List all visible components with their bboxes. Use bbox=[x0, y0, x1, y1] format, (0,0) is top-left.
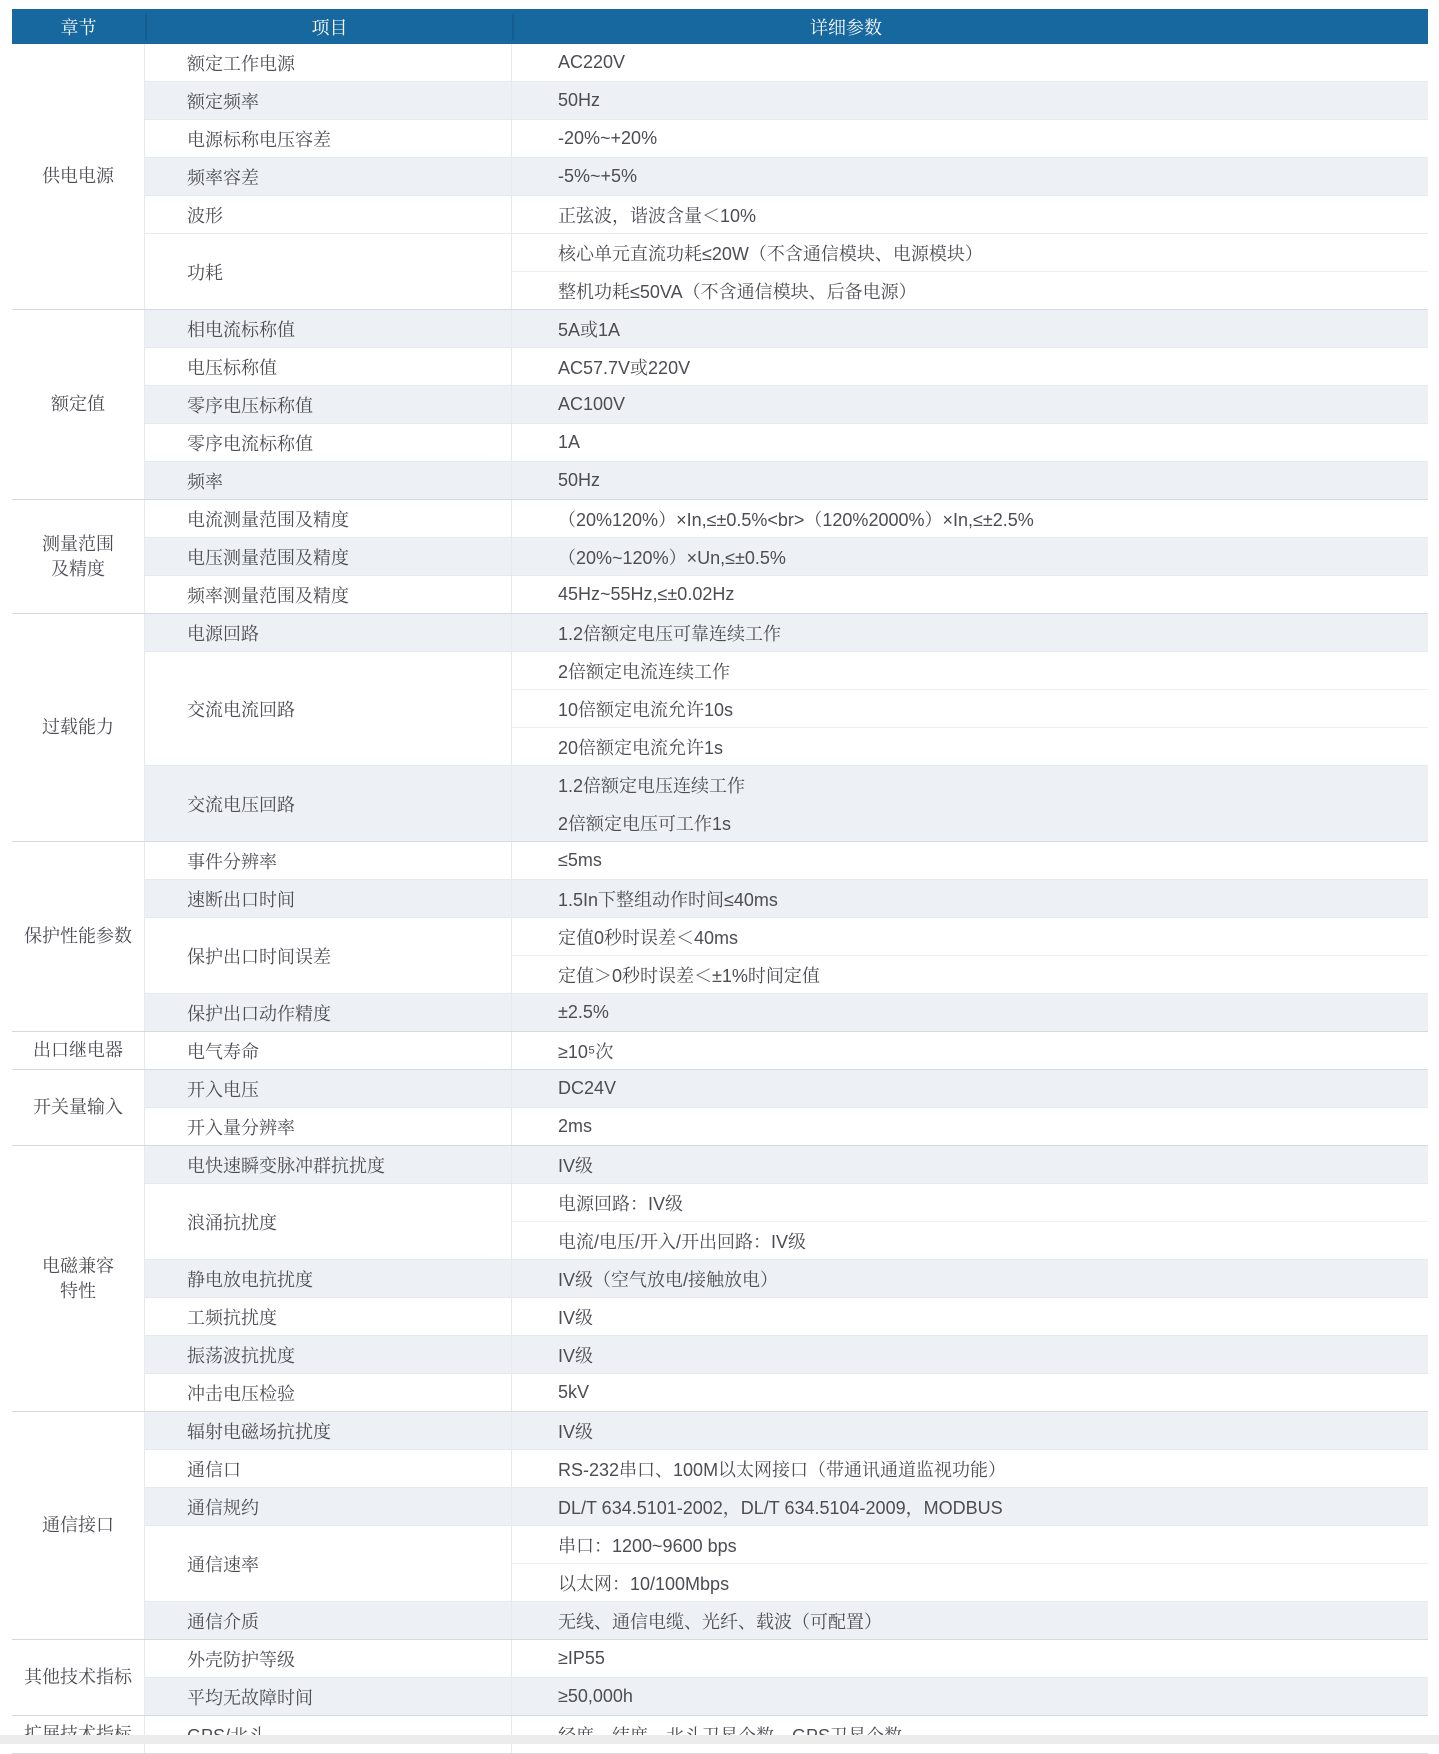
value-line: 5kV bbox=[512, 1374, 1428, 1411]
table-section bbox=[12, 841, 1428, 1031]
value-cell bbox=[512, 1184, 1428, 1259]
value-line: AC100V bbox=[512, 386, 1428, 423]
value-cell bbox=[512, 424, 1428, 461]
table-row bbox=[145, 1487, 1428, 1525]
section-label-line: 开关量输入 bbox=[33, 1095, 123, 1119]
item-cell: 振荡波抗扰度 bbox=[145, 1336, 512, 1373]
section-label-line: 扩展技术指标 bbox=[24, 1722, 132, 1746]
value-line: 1.2倍额定电压可靠连续工作 bbox=[512, 614, 1428, 651]
table-row bbox=[145, 1640, 1428, 1677]
table-row bbox=[145, 842, 1428, 879]
section-rows bbox=[145, 44, 1428, 309]
table-row bbox=[145, 1335, 1428, 1373]
value-cell bbox=[512, 44, 1428, 81]
value-cell bbox=[512, 310, 1428, 347]
value-line: 20倍额定电流允许1s bbox=[512, 727, 1428, 765]
table-row bbox=[145, 765, 1428, 841]
table-row bbox=[145, 537, 1428, 575]
section-label bbox=[12, 614, 145, 841]
table-row bbox=[145, 614, 1428, 651]
item-cell: 浪涌抗扰度 bbox=[145, 1184, 512, 1259]
page-bottom-edge bbox=[0, 1735, 1439, 1744]
table-section bbox=[12, 1145, 1428, 1411]
section-rows bbox=[145, 1146, 1428, 1411]
section-label-line: 供电电源 bbox=[42, 164, 114, 188]
table-header bbox=[12, 9, 1428, 44]
item-cell: 冲击电压检验 bbox=[145, 1374, 512, 1411]
table-row bbox=[145, 1146, 1428, 1183]
value-line: IV级 bbox=[512, 1412, 1428, 1449]
value-line: （20%120%）×In,≤±0.5%<br>（120%2000%）×In,≤±2.5% bbox=[512, 500, 1428, 537]
value-line: 定值0秒时误差＜40ms bbox=[512, 918, 1428, 955]
item-cell: 电流测量范围及精度 bbox=[145, 500, 512, 537]
value-line: -5%~+5% bbox=[512, 158, 1428, 195]
section-label bbox=[12, 1146, 145, 1411]
table-row bbox=[145, 575, 1428, 613]
item-cell: 电源标称电压容差 bbox=[145, 120, 512, 157]
section-label-line: 测量范围 bbox=[42, 532, 114, 556]
value-line: 定值＞0秒时误差＜±1%时间定值 bbox=[512, 955, 1428, 993]
item-cell: 频率测量范围及精度 bbox=[145, 576, 512, 613]
value-cell bbox=[512, 576, 1428, 613]
table-row bbox=[145, 385, 1428, 423]
table-row bbox=[145, 1525, 1428, 1601]
table-row bbox=[145, 1032, 1428, 1069]
value-line: 5A或1A bbox=[512, 310, 1428, 347]
table-row bbox=[145, 1107, 1428, 1145]
value-cell bbox=[512, 614, 1428, 651]
value-line: AC57.7V或220V bbox=[512, 348, 1428, 385]
section-label-line: 及精度 bbox=[51, 557, 105, 581]
value-line: IV级 bbox=[512, 1298, 1428, 1335]
section-label bbox=[12, 1032, 145, 1069]
section-rows bbox=[145, 1412, 1428, 1639]
column-header-item: 项目 bbox=[145, 14, 512, 40]
section-label-line: 额定值 bbox=[51, 392, 105, 416]
table-row bbox=[145, 119, 1428, 157]
section-label bbox=[12, 842, 145, 1031]
table-section bbox=[12, 1031, 1428, 1069]
value-line: 10倍额定电流允许10s bbox=[512, 689, 1428, 727]
section-label bbox=[12, 1070, 145, 1145]
section-rows bbox=[145, 614, 1428, 841]
table-section bbox=[12, 309, 1428, 499]
item-cell: 保护出口时间误差 bbox=[145, 918, 512, 993]
table-section bbox=[12, 499, 1428, 613]
value-cell bbox=[512, 196, 1428, 233]
section-rows bbox=[145, 842, 1428, 1031]
value-cell bbox=[512, 348, 1428, 385]
value-cell bbox=[512, 842, 1428, 879]
value-cell bbox=[512, 1070, 1428, 1107]
section-rows bbox=[145, 1032, 1428, 1069]
value-line: ≤5ms bbox=[512, 842, 1428, 879]
item-cell: 功耗 bbox=[145, 234, 512, 309]
table-row bbox=[145, 1297, 1428, 1335]
table-row bbox=[145, 993, 1428, 1031]
value-cell bbox=[512, 234, 1428, 309]
value-cell bbox=[512, 120, 1428, 157]
section-rows bbox=[145, 500, 1428, 613]
value-cell bbox=[512, 1488, 1428, 1525]
value-cell bbox=[512, 538, 1428, 575]
table-row bbox=[145, 461, 1428, 499]
item-cell: 保护出口动作精度 bbox=[145, 994, 512, 1031]
table-row bbox=[145, 347, 1428, 385]
value-cell bbox=[512, 462, 1428, 499]
value-cell bbox=[512, 1260, 1428, 1297]
table-row bbox=[145, 423, 1428, 461]
item-cell: 交流电压回路 bbox=[145, 766, 512, 841]
value-line: RS-232串口、100M以太网接口（带通讯通道监视功能） bbox=[512, 1450, 1428, 1487]
value-line: 经度、纬度、北斗卫星个数、GPS卫星个数 bbox=[512, 1716, 1428, 1753]
item-cell: 开入量分辨率 bbox=[145, 1108, 512, 1145]
section-label-line: 出口继电器 bbox=[33, 1038, 123, 1062]
value-cell bbox=[512, 766, 1428, 841]
table-row bbox=[145, 1259, 1428, 1297]
section-rows bbox=[145, 1640, 1428, 1715]
table-row bbox=[145, 81, 1428, 119]
item-cell: 开入电压 bbox=[145, 1070, 512, 1107]
table-section bbox=[12, 44, 1428, 309]
value-cell bbox=[512, 1336, 1428, 1373]
item-cell: 交流电流回路 bbox=[145, 652, 512, 765]
item-cell: 工频抗扰度 bbox=[145, 1298, 512, 1335]
item-cell: 速断出口时间 bbox=[145, 880, 512, 917]
value-line: AC220V bbox=[512, 44, 1428, 81]
section-label bbox=[12, 500, 145, 613]
section-label bbox=[12, 1412, 145, 1639]
value-line: DL/T 634.5101-2002，DL/T 634.5104-2009，MODBUS bbox=[512, 1488, 1428, 1525]
section-label-line: 过载能力 bbox=[42, 715, 114, 739]
value-cell bbox=[512, 1374, 1428, 1411]
table-row bbox=[145, 1677, 1428, 1715]
table-section bbox=[12, 1069, 1428, 1145]
value-line: 2ms bbox=[512, 1108, 1428, 1145]
item-cell: 平均无故障时间 bbox=[145, 1678, 512, 1715]
table-row bbox=[145, 879, 1428, 917]
value-line: ≥50,000h bbox=[512, 1678, 1428, 1715]
table-row bbox=[145, 1449, 1428, 1487]
value-cell bbox=[512, 1602, 1428, 1639]
value-line: 串口：1200~9600 bps bbox=[512, 1526, 1428, 1563]
item-cell: 电气寿命 bbox=[145, 1032, 512, 1069]
value-line: 电源回路：IV级 bbox=[512, 1184, 1428, 1221]
section-label bbox=[12, 1640, 145, 1715]
value-line: ≥10⁵次 bbox=[512, 1032, 1428, 1069]
section-rows bbox=[145, 1070, 1428, 1145]
item-cell: 波形 bbox=[145, 196, 512, 233]
table-row bbox=[145, 1412, 1428, 1449]
value-cell bbox=[512, 994, 1428, 1031]
section-label-line: 电磁兼容 bbox=[42, 1254, 114, 1278]
value-line: IV级 bbox=[512, 1146, 1428, 1183]
item-cell: 通信规约 bbox=[145, 1488, 512, 1525]
value-line: 2倍额定电流连续工作 bbox=[512, 652, 1428, 689]
table-row bbox=[145, 1183, 1428, 1259]
item-cell: 电压测量范围及精度 bbox=[145, 538, 512, 575]
value-line: 2倍额定电压可工作1s bbox=[512, 803, 1428, 841]
value-line: ±2.5% bbox=[512, 994, 1428, 1031]
value-line: IV级 bbox=[512, 1336, 1428, 1373]
table-row bbox=[145, 44, 1428, 81]
item-cell: 额定频率 bbox=[145, 82, 512, 119]
item-cell: 电压标称值 bbox=[145, 348, 512, 385]
value-cell bbox=[512, 880, 1428, 917]
table-row bbox=[145, 157, 1428, 195]
value-cell bbox=[512, 652, 1428, 765]
value-line: -20%~+20% bbox=[512, 120, 1428, 157]
value-line: 1A bbox=[512, 424, 1428, 461]
section-label-line: 特性 bbox=[60, 1279, 96, 1303]
value-cell bbox=[512, 1640, 1428, 1677]
item-cell: 静电放电抗扰度 bbox=[145, 1260, 512, 1297]
value-cell bbox=[512, 1412, 1428, 1449]
table-row bbox=[145, 233, 1428, 309]
section-label bbox=[12, 310, 145, 499]
value-line: ≥IP55 bbox=[512, 1640, 1428, 1677]
table-row bbox=[145, 1601, 1428, 1639]
table-row bbox=[145, 1373, 1428, 1411]
value-line: （20%~120%）×Un,≤±0.5% bbox=[512, 538, 1428, 575]
value-cell bbox=[512, 1450, 1428, 1487]
section-label-line: 其他技术指标 bbox=[24, 1665, 132, 1689]
value-line: 45Hz~55Hz,≤±0.02Hz bbox=[512, 576, 1428, 613]
value-cell bbox=[512, 918, 1428, 993]
value-line: IV级（空气放电/接触放电） bbox=[512, 1260, 1428, 1297]
value-cell bbox=[512, 1108, 1428, 1145]
column-header-params: 详细参数 bbox=[512, 14, 1428, 40]
value-line: 50Hz bbox=[512, 82, 1428, 119]
value-line: 无线、通信电缆、光纤、载波（可配置） bbox=[512, 1602, 1428, 1639]
item-cell: 辐射电磁场抗扰度 bbox=[145, 1412, 512, 1449]
value-cell bbox=[512, 1146, 1428, 1183]
table-row bbox=[145, 500, 1428, 537]
item-cell: 外壳防护等级 bbox=[145, 1640, 512, 1677]
section-label-line: 保护性能参数 bbox=[24, 924, 132, 948]
value-cell bbox=[512, 386, 1428, 423]
value-line: 正弦波，谐波含量＜10% bbox=[512, 196, 1428, 233]
table-row bbox=[145, 1070, 1428, 1107]
table-row bbox=[145, 917, 1428, 993]
table-row bbox=[145, 310, 1428, 347]
value-line: 以太网：10/100Mbps bbox=[512, 1563, 1428, 1601]
section-label bbox=[12, 44, 145, 309]
table-section bbox=[12, 1715, 1428, 1753]
value-line: 电流/电压/开入/开出回路：IV级 bbox=[512, 1221, 1428, 1259]
value-line: 核心单元直流功耗≤20W（不含通信模块、电源模块） bbox=[512, 234, 1428, 271]
item-cell: 零序电流标称值 bbox=[145, 424, 512, 461]
item-cell: 电快速瞬变脉冲群抗扰度 bbox=[145, 1146, 512, 1183]
section-rows bbox=[145, 310, 1428, 499]
column-header-section: 章节 bbox=[12, 14, 145, 40]
table-body bbox=[12, 44, 1428, 1754]
value-line: DC24V bbox=[512, 1070, 1428, 1107]
item-cell: 额定工作电源 bbox=[145, 44, 512, 81]
value-cell bbox=[512, 1678, 1428, 1715]
section-label-line: 通信接口 bbox=[42, 1513, 114, 1537]
value-line: 整机功耗≤50VA（不含通信模块、后备电源） bbox=[512, 271, 1428, 309]
item-cell: 通信口 bbox=[145, 1450, 512, 1487]
value-line: 1.2倍额定电压连续工作 bbox=[512, 766, 1428, 803]
value-line: 1.5In下整组动作时间≤40ms bbox=[512, 880, 1428, 917]
spec-table bbox=[12, 9, 1428, 1754]
value-line: 50Hz bbox=[512, 462, 1428, 499]
table-section bbox=[12, 1411, 1428, 1639]
item-cell: 事件分辨率 bbox=[145, 842, 512, 879]
table-row bbox=[145, 195, 1428, 233]
table-row bbox=[145, 651, 1428, 765]
item-cell: 频率 bbox=[145, 462, 512, 499]
item-cell: GPS/北斗 bbox=[145, 1716, 512, 1753]
item-cell: 相电流标称值 bbox=[145, 310, 512, 347]
value-cell bbox=[512, 1032, 1428, 1069]
table-section bbox=[12, 1639, 1428, 1715]
item-cell: 零序电压标称值 bbox=[145, 386, 512, 423]
value-cell bbox=[512, 1298, 1428, 1335]
value-cell bbox=[512, 82, 1428, 119]
table-section bbox=[12, 613, 1428, 841]
item-cell: 电源回路 bbox=[145, 614, 512, 651]
item-cell: 通信速率 bbox=[145, 1526, 512, 1601]
item-cell: 通信介质 bbox=[145, 1602, 512, 1639]
value-cell bbox=[512, 500, 1428, 537]
value-cell bbox=[512, 158, 1428, 195]
item-cell: 频率容差 bbox=[145, 158, 512, 195]
value-cell bbox=[512, 1526, 1428, 1601]
